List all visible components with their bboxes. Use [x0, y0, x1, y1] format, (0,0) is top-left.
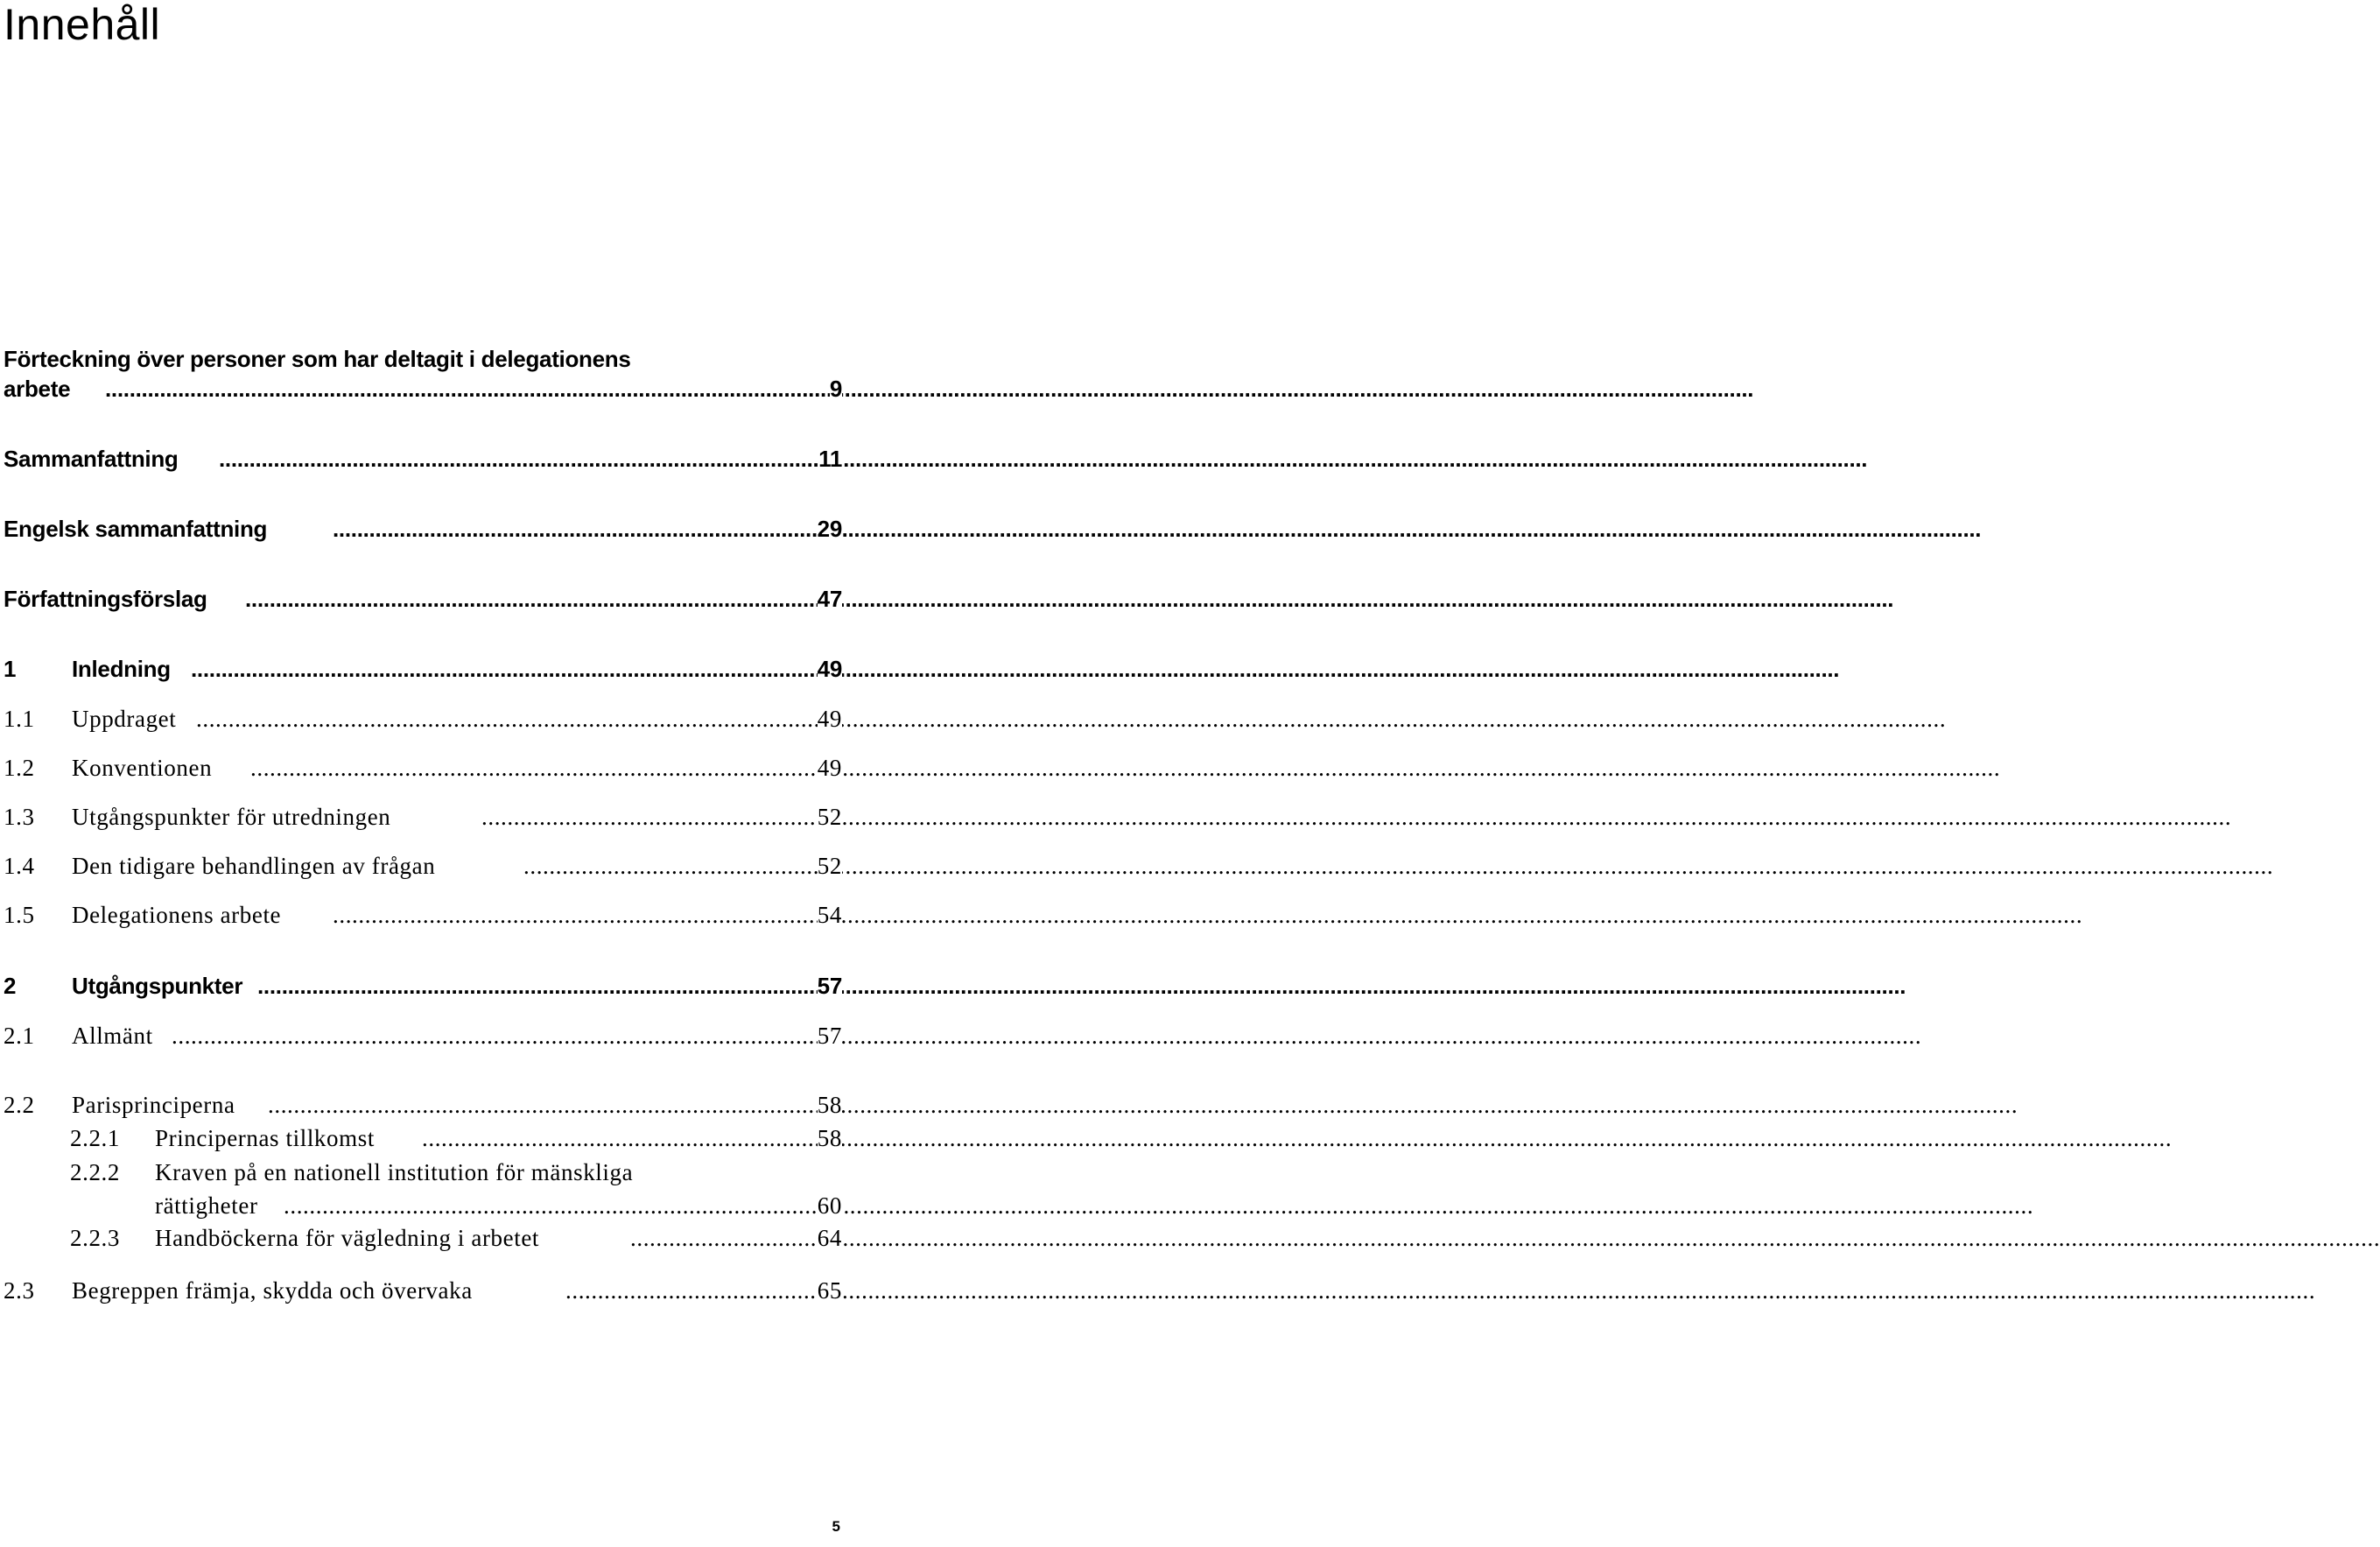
dot-leader — [333, 512, 802, 545]
toc-entry-text: rättigheter — [155, 1192, 258, 1219]
dot-leader — [333, 898, 807, 932]
toc-subsection-2-2-2-cont[interactable] — [0, 1189, 842, 1222]
toc-page-number: 54 — [818, 898, 842, 932]
toc-page-number: 29 — [818, 512, 842, 545]
toc-section-number: 2.3 — [4, 1277, 35, 1304]
toc-entry-text: Parisprinciperna — [72, 1092, 235, 1118]
toc-page-number: 58 — [818, 1122, 842, 1155]
toc-chapter-number: 1 — [4, 656, 17, 682]
toc-page-number: 52 — [818, 849, 842, 882]
toc-section-1-5[interactable] — [0, 898, 842, 932]
toc-entry-text: Engelsk sammanfattning — [4, 516, 268, 542]
toc-entry-engelsk-sammanfattning[interactable] — [0, 512, 842, 545]
toc-page-number: 60 — [818, 1189, 842, 1222]
dot-leader — [105, 372, 802, 405]
dot-leader — [284, 1189, 807, 1222]
toc-chapter-2[interactable] — [0, 969, 842, 1002]
toc-page-number: 57 — [818, 1019, 842, 1052]
toc-section-number: 1.3 — [4, 804, 35, 830]
dot-leader — [191, 652, 802, 686]
toc-entry-text: Förteckning över personer som har deltagit i delegationens — [4, 346, 631, 372]
toc-page-number: 11 — [818, 442, 842, 475]
toc-page-number: 49 — [818, 751, 842, 784]
toc-section-2-2[interactable] — [0, 1088, 842, 1122]
toc-subsection-number: 2.2.1 — [70, 1125, 120, 1151]
toc-entry-text: Inledning — [72, 656, 171, 682]
toc-entry-text: Författningsförslag — [4, 586, 207, 612]
dot-leader — [268, 1088, 807, 1122]
toc-chapter-number: 2 — [4, 973, 17, 999]
toc-entry-text: Allmänt — [72, 1023, 153, 1049]
toc-section-number: 1.4 — [4, 853, 35, 879]
page-number: 5 — [832, 1518, 840, 1535]
dot-leader — [219, 442, 802, 475]
toc-page-number: 52 — [818, 800, 842, 833]
toc-section-1-1[interactable] — [0, 702, 842, 735]
toc-entry-text: Delegationens arbete — [72, 902, 282, 928]
toc-page-number: 57 — [818, 969, 842, 1002]
toc-page-number: 49 — [818, 702, 842, 735]
toc-section-number: 2.2 — [4, 1092, 35, 1118]
dot-leader — [481, 800, 807, 833]
toc-subsection-2-2-1[interactable] — [0, 1122, 842, 1155]
toc-entry-text: Handböckerna för vägledning i arbetet — [155, 1225, 540, 1251]
toc-entry-text: Kraven på en nationell institution för mänskliga — [155, 1159, 634, 1185]
toc-entry-personer[interactable] — [0, 342, 842, 376]
toc-entry-forfattningsforslag[interactable] — [0, 582, 842, 615]
toc-entry-text: Konventionen — [72, 755, 213, 781]
toc-section-2-3[interactable] — [0, 1274, 842, 1307]
toc-entry-text: Den tidigare behandlingen av frågan — [72, 853, 436, 879]
toc-section-number: 1.5 — [4, 902, 35, 928]
toc-section-number: 1.2 — [4, 755, 35, 781]
toc-section-1-3[interactable] — [0, 800, 842, 833]
page-title: Innehåll — [4, 0, 161, 49]
toc-entry-text: Uppdraget — [72, 706, 177, 732]
toc-entry-text: arbete — [4, 376, 71, 402]
toc-entry-sammanfattning[interactable] — [0, 442, 842, 475]
toc-page-number: 9 — [830, 372, 842, 405]
dot-leader — [245, 582, 802, 615]
dot-leader — [523, 849, 807, 882]
dot-leader — [250, 751, 807, 784]
toc-entry-text: Principernas tillkomst — [155, 1125, 375, 1151]
toc-section-1-4[interactable] — [0, 849, 842, 882]
toc-chapter-1[interactable] — [0, 652, 842, 686]
toc-section-number: 2.1 — [4, 1023, 35, 1049]
dot-leader — [565, 1274, 807, 1307]
toc-page-number: 49 — [818, 652, 842, 686]
dot-leader — [172, 1019, 807, 1052]
toc-entry-text: Begreppen främja, skydda och övervaka — [72, 1277, 473, 1304]
toc-entry-text: Utgångspunkter — [72, 973, 243, 999]
toc-subsection-number: 2.2.3 — [70, 1225, 120, 1251]
toc-section-number: 1.1 — [4, 706, 35, 732]
toc-entry-personer-cont[interactable] — [0, 372, 842, 405]
dot-leader — [196, 702, 807, 735]
toc-page-number: 65 — [818, 1274, 842, 1307]
toc-section-1-2[interactable] — [0, 751, 842, 784]
toc-entry-text: Utgångspunkter för utredningen — [72, 804, 391, 830]
toc-subsection-2-2-3[interactable] — [0, 1221, 842, 1255]
dot-leader — [257, 969, 802, 1002]
toc-section-2-1[interactable] — [0, 1019, 842, 1052]
toc-page-number: 64 — [818, 1221, 842, 1255]
toc-page-number: 47 — [818, 582, 842, 615]
toc-subsection-number: 2.2.2 — [70, 1159, 120, 1185]
toc-page-number: 58 — [818, 1088, 842, 1122]
dot-leader — [630, 1221, 807, 1255]
toc-entry-text: Sammanfattning — [4, 446, 179, 472]
dot-leader — [422, 1122, 807, 1155]
toc-subsection-2-2-2[interactable] — [0, 1156, 842, 1189]
